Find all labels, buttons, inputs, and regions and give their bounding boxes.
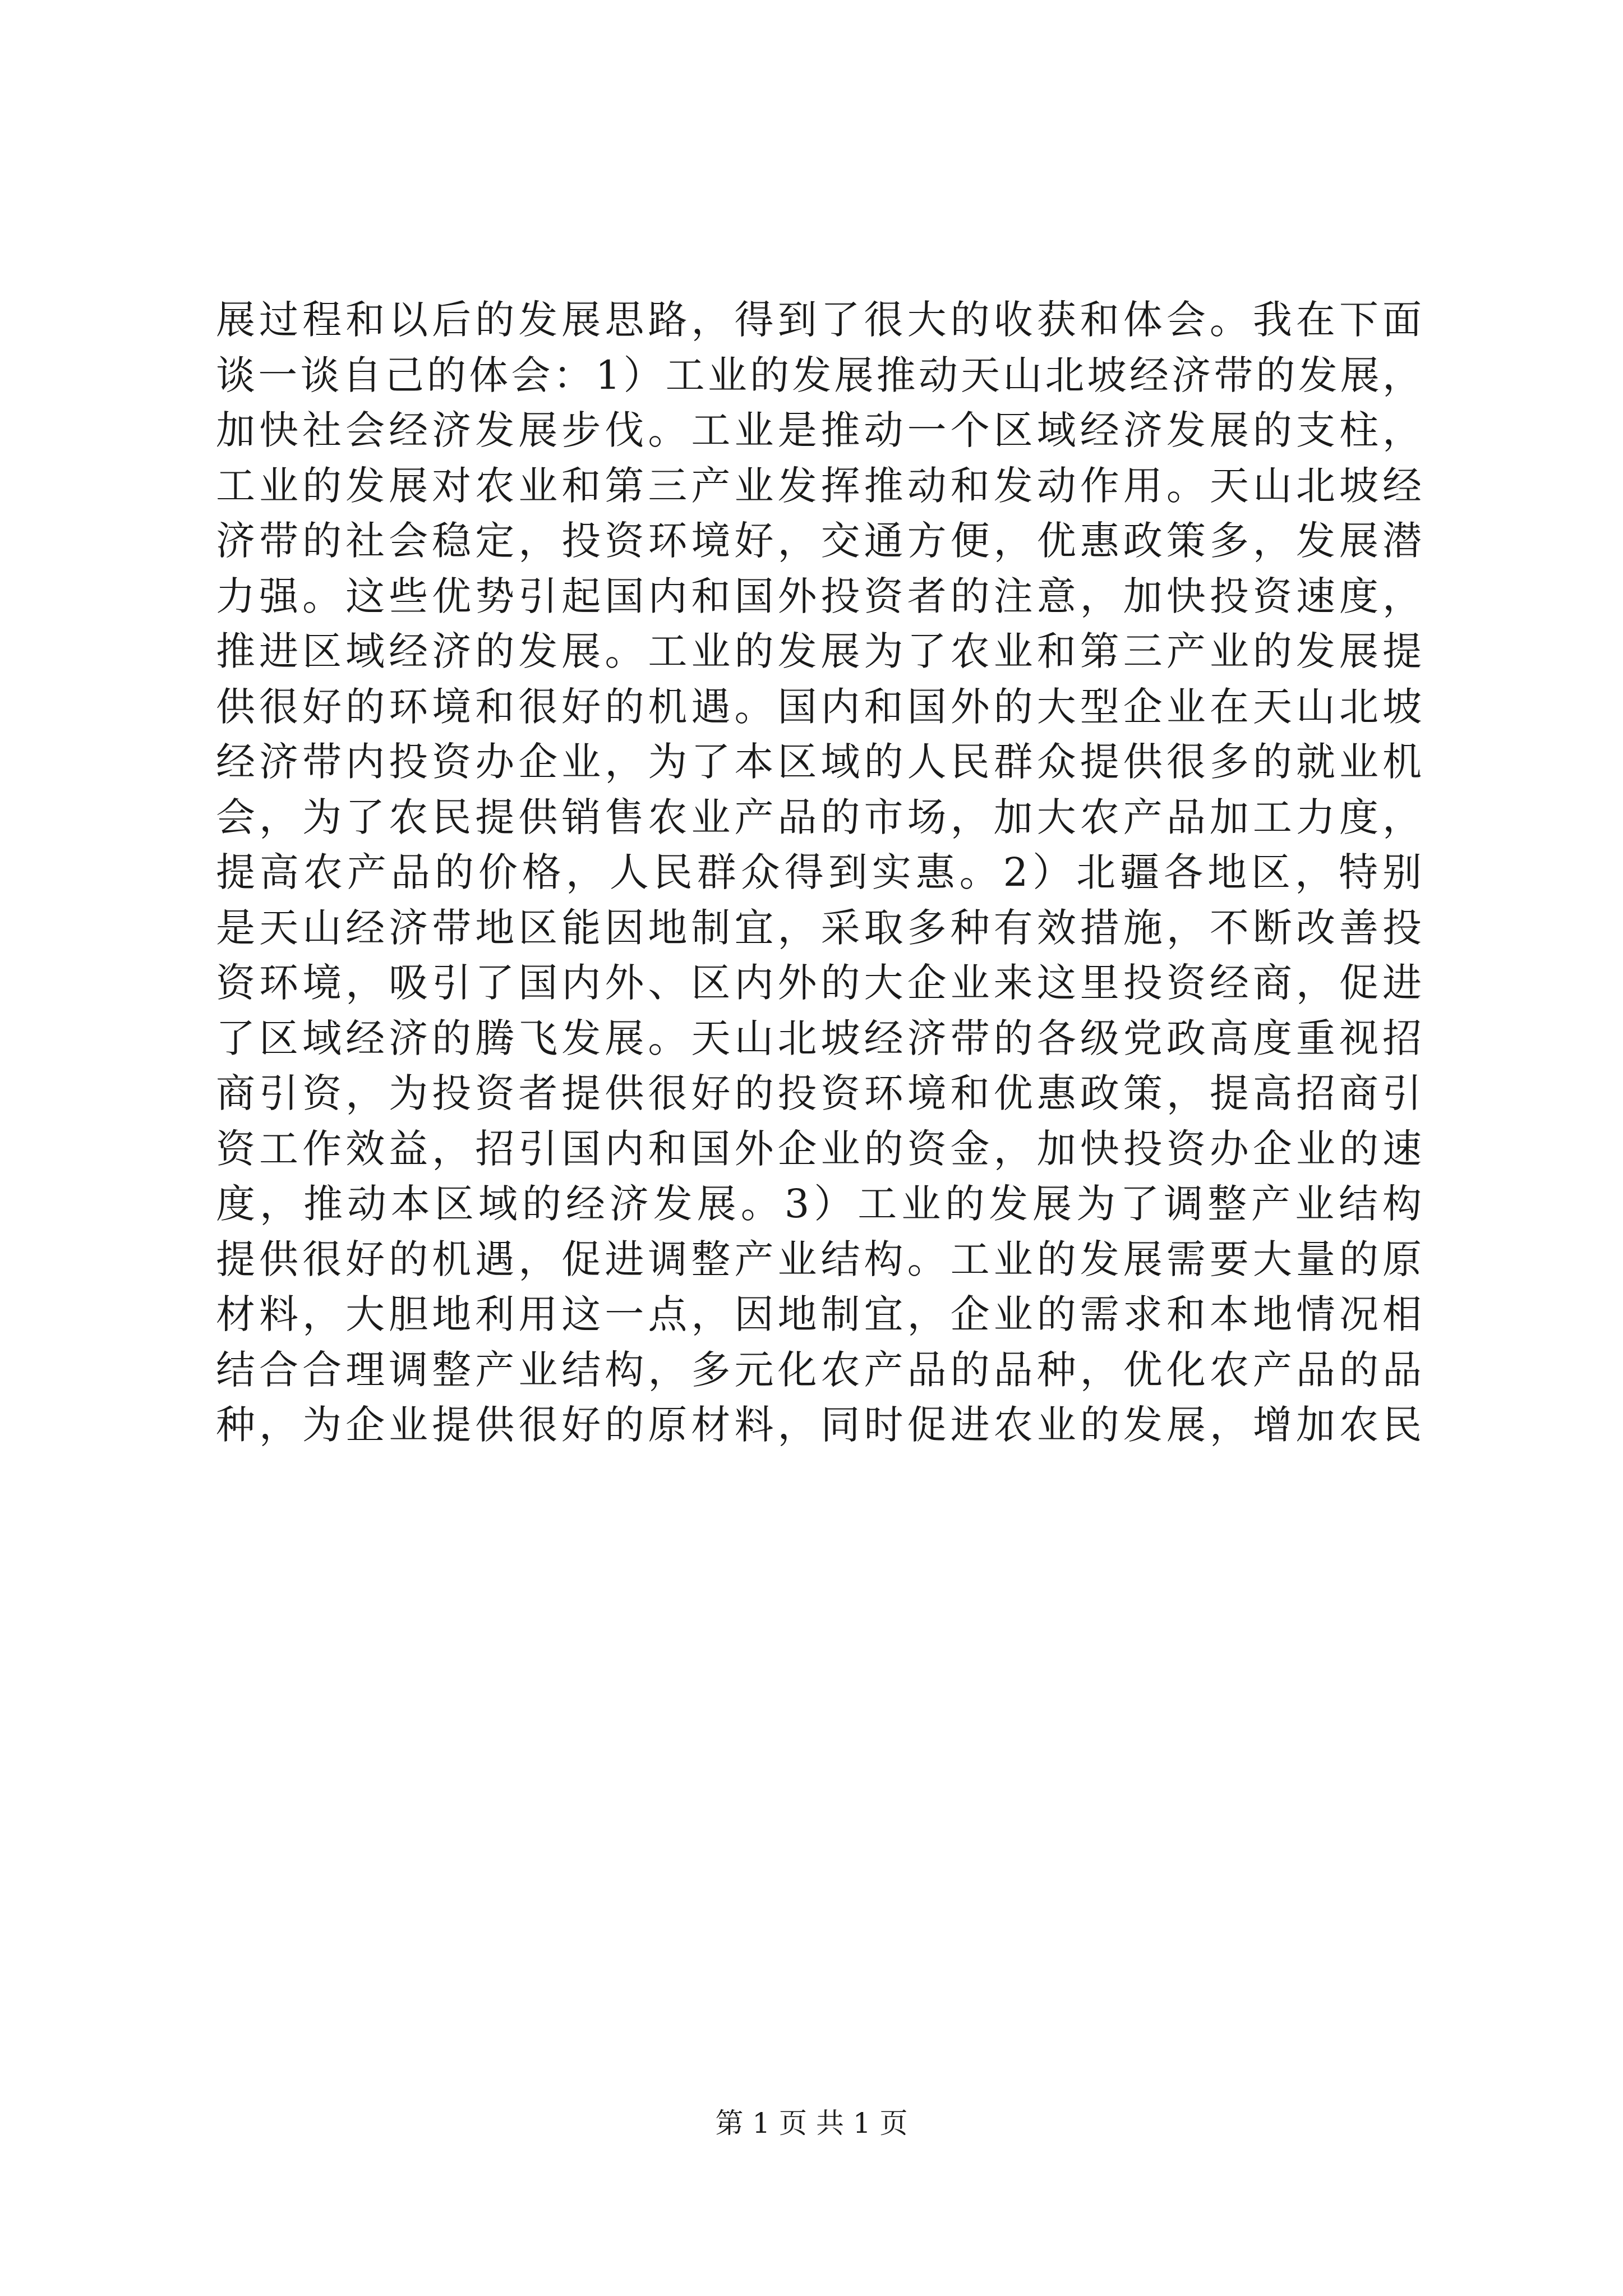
page-number-label: 第 1 页 共 1 页 (715, 2107, 908, 2139)
text-line: 济带的社会稳定，投资环境好，交通方便，优惠政策多，发展潜 (216, 518, 1422, 564)
text-line: 谈一谈自己的体会：1）工业的发展推动天山北坡经济带的发展， (216, 352, 1422, 398)
text-line: 结合合理调整产业结构，多元化农产品的品种，优化农产品的品 (216, 1346, 1422, 1393)
body-text (216, 296, 1422, 1457)
page-footer (0, 2106, 1623, 2140)
text-line: 力强。这些优势引起国内和国外投资者的注意，加快投资速度， (216, 573, 1422, 619)
text-line: 资环境，吸引了国内外、区内外的大企业来这里投资经商，促进 (216, 960, 1422, 1006)
text-line: 资工作效益，招引国内和国外企业的资金，加快投资办企业的速 (216, 1125, 1422, 1172)
text-line: 经济带内投资办企业，为了本区域的人民群众提供很多的就业机 (216, 739, 1422, 785)
text-line: 供很好的环境和很好的机遇。国内和国外的大型企业在天山北坡 (216, 683, 1422, 730)
text-line: 推进区域经济的发展。工业的发展为了农业和第三产业的发展提 (216, 628, 1422, 674)
text-line: 了区域经济的腾飞发展。天山北坡经济带的各级党政高度重视招 (216, 1015, 1422, 1061)
text-line: 度，推动本区域的经济发展。3）工业的发展为了调整产业结构 (216, 1181, 1422, 1227)
text-line: 种，为企业提供很好的原材料，同时促进农业的发展，增加农民 (216, 1402, 1422, 1448)
text-line: 商引资，为投资者提供很好的投资环境和优惠政策，提高招商引 (216, 1070, 1422, 1116)
text-line: 展过程和以后的发展思路，得到了很大的收获和体会。我在下面 (216, 297, 1422, 343)
text-line: 提高农产品的价格，人民群众得到实惠。2）北疆各地区，特别 (216, 849, 1422, 895)
text-line: 提供很好的机遇，促进调整产业结构。工业的发展需要大量的原 (216, 1236, 1422, 1282)
text-line: 是天山经济带地区能因地制宜，采取多种有效措施，不断改善投 (216, 904, 1422, 951)
text-line: 会，为了农民提供销售农业产品的市场，加大农产品加工力度， (216, 794, 1422, 840)
text-line: 材料，大胆地利用这一点，因地制宜，企业的需求和本地情况相 (216, 1291, 1422, 1337)
text-line: 工业的发展对农业和第三产业发挥推动和发动作用。天山北坡经 (216, 462, 1422, 509)
text-line: 加快社会经济发展步伐。工业是推动一个区域经济发展的支柱， (216, 407, 1422, 453)
